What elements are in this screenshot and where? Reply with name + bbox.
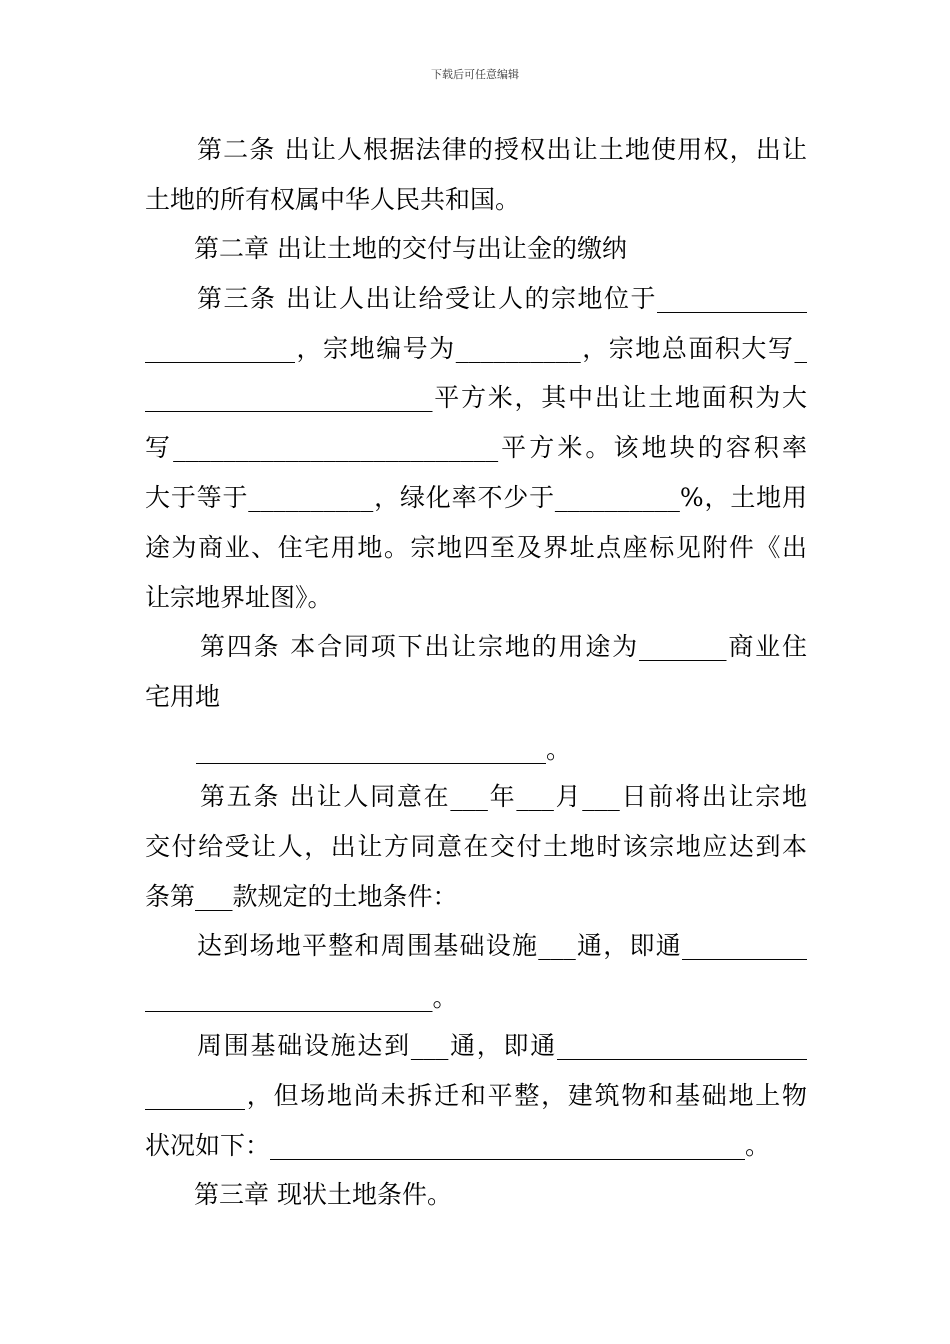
condition-1-line-1: 达到场地平整和周围基础设施___通，即通__________	[197, 931, 807, 960]
clause-5-line-1: 第五条 出让人同意在___年___月___日前将出让宗地	[200, 782, 807, 811]
condition-2-line-2: ________，但场地尚未拆迁和平整，建筑物和基础地上物	[145, 1081, 807, 1110]
clause-4-blank-line: ____________________________。	[196, 735, 572, 764]
clause-5-line-2: 交付给受让人，出让方同意在交付土地时该宗地应达到本	[145, 832, 807, 861]
clause-3-line-6: 途为商业、住宅用地。宗地四至及界址点座标见附件《出	[145, 533, 807, 562]
page-header: 下载后可任意编辑	[431, 68, 519, 81]
condition-2-line-1: 周围基础设施达到___通，即通____________________	[197, 1031, 807, 1060]
condition-2-line-3: 状况如下：______________________________________。	[145, 1131, 771, 1160]
clause-3-line-5: 大于等于__________，绿化率不少于__________%，土地用	[145, 483, 807, 512]
clause-4-line-1: 第四条 本合同项下出让宗地的用途为_______商业住	[200, 632, 807, 661]
condition-1-line-2: _______________________。	[145, 983, 458, 1012]
clause-4-line-2: 宅用地	[145, 682, 221, 711]
clause-2-line-2: 土地的所有权属中华人民共和国。	[145, 185, 521, 214]
chapter-3-heading: 第三章 现状土地条件。	[194, 1180, 452, 1209]
clause-3-line-2: ____________，宗地编号为__________，宗地总面积大写_	[145, 334, 807, 363]
clause-5-line-3: 条第___款规定的土地条件：	[145, 882, 458, 911]
clause-3-line-3: _______________________平方米，其中出让土地面积为大	[145, 383, 807, 412]
clause-3-line-4: 写__________________________平方米。该地块的容积率	[145, 433, 807, 462]
clause-2-line-1: 第二条 出让人根据法律的授权出让土地使用权，出让	[197, 135, 807, 164]
clause-3-line-1: 第三条 出让人出让给受让人的宗地位于____________	[197, 284, 807, 313]
chapter-2-heading: 第二章 出让土地的交付与出让金的缴纳	[194, 234, 627, 263]
clause-3-line-7: 让宗地界址图》。	[145, 583, 333, 612]
